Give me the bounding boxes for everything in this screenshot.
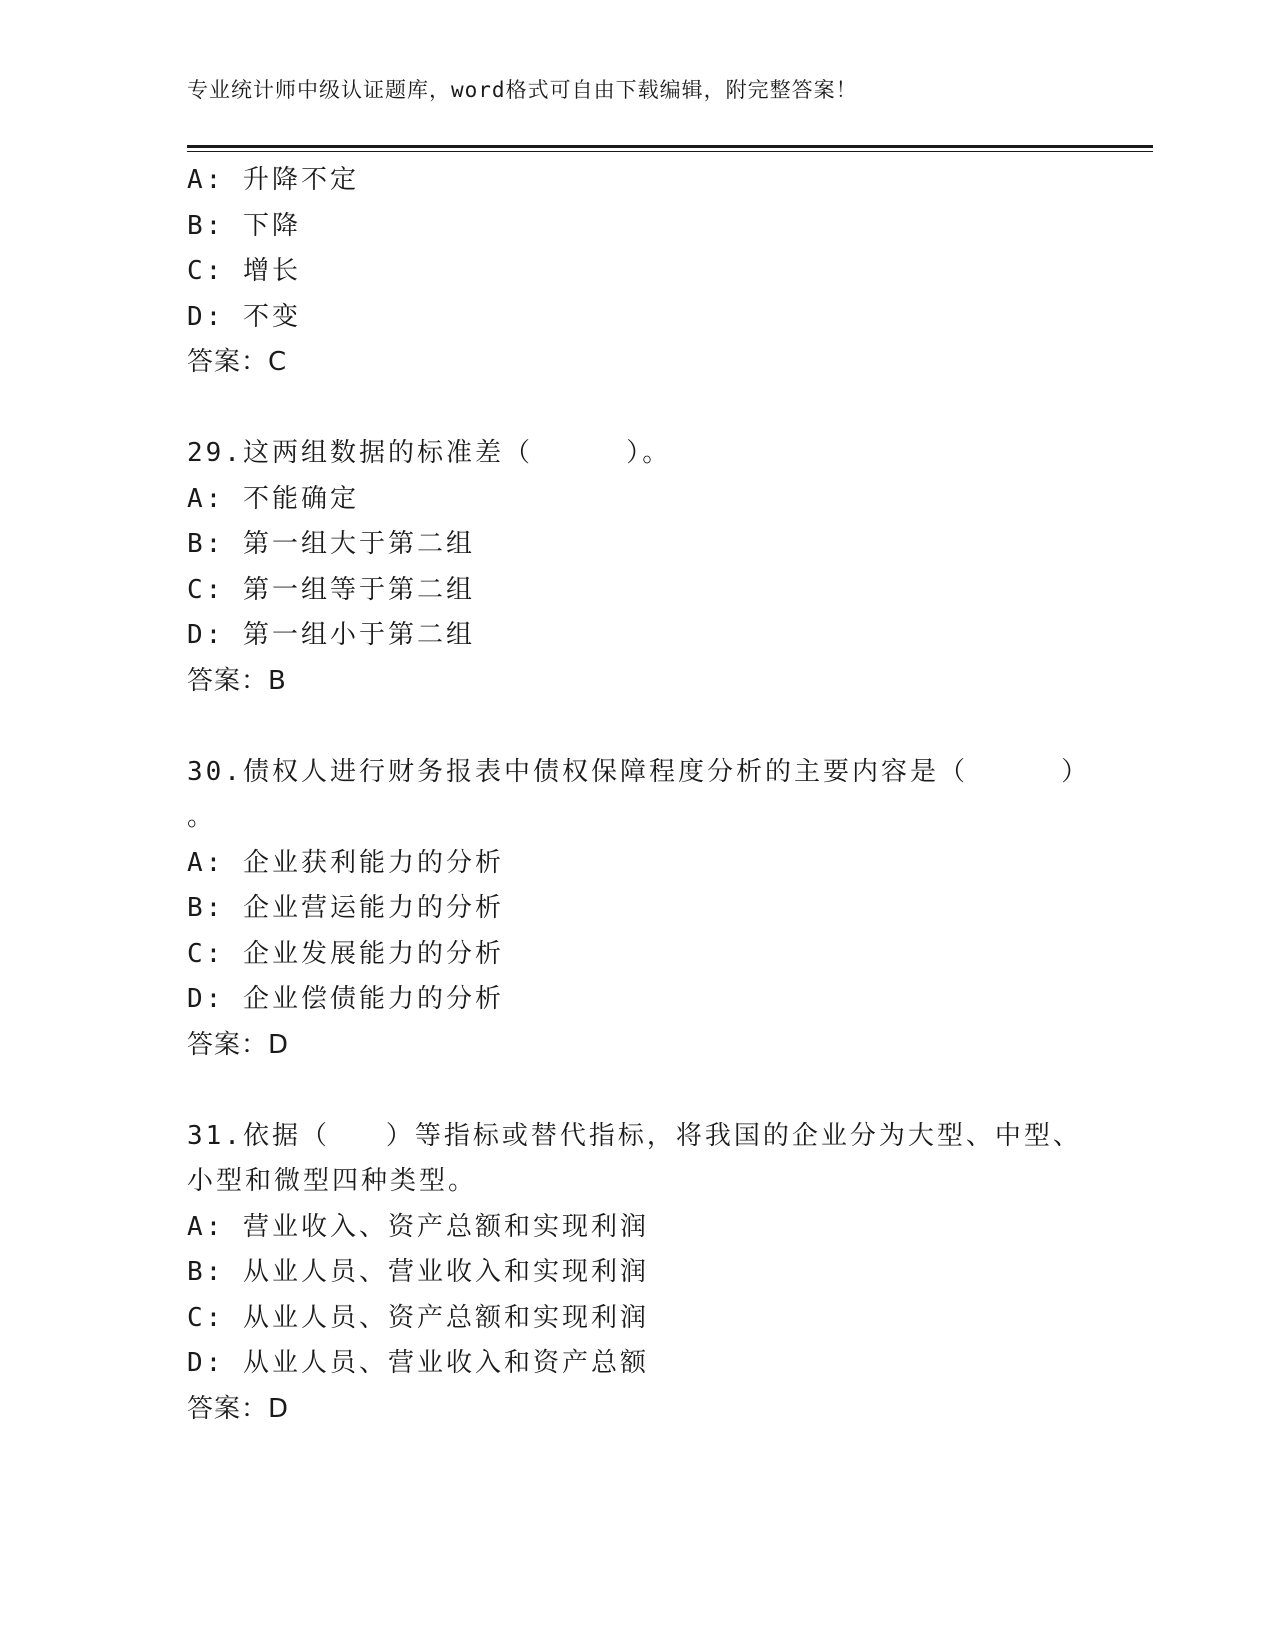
spacer [187,1068,1087,1114]
question-text-continued: 小型和微型四种类型。 [187,1166,478,1196]
option-b: B: 企业营运能力的分析 [187,893,504,923]
question-28-block [187,158,1087,386]
option-a: A: 升降不定 [187,165,359,195]
question-text: 30.债权人进行财务报表中债权保障程度分析的主要内容是（ ） [187,756,1091,787]
answer-line: 答案：C [187,347,288,377]
question-content [187,158,1091,1432]
answer-line: 答案：D [187,1393,290,1424]
option-d: D: 不变 [187,301,301,332]
header-rule-thick [187,145,1153,148]
option-b: B: 第一组大于第二组 [187,529,475,559]
spacer [187,386,1087,432]
question-29-block [187,431,1087,704]
option-c: C: 企业发展能力的分析 [187,938,504,969]
spacer [187,704,1087,750]
question-text: 31.依据（ ）等指标或替代指标，将我国的企业分为大型、中型、 [187,1120,1082,1151]
question-text: 29.这两组数据的标准差（ ）。 [187,438,672,468]
answer-line: 答案：D [187,1029,290,1060]
option-c: C: 增长 [187,256,301,286]
option-a: A: 营业收入、资产总额和实现利润 [187,1211,649,1242]
option-c: C: 从业人员、资产总额和实现利润 [187,1302,649,1333]
page-header: 专业统计师中级认证题库，word格式可自由下载编辑，附完整答案！ [187,78,858,102]
question-31-block [187,1114,1087,1433]
option-a: A: 企业获利能力的分析 [187,847,504,878]
option-a: A: 不能确定 [187,483,359,514]
answer-line: 答案：B [187,665,287,696]
option-d: D: 企业偿债能力的分析 [187,984,504,1014]
option-d: D: 从业人员、营业收入和资产总额 [187,1348,649,1378]
option-c: C: 第一组等于第二组 [187,574,475,605]
option-d: D: 第一组小于第二组 [187,620,475,650]
option-b: B: 下降 [187,210,301,241]
header-rule-thin [187,151,1153,152]
option-b: B: 从业人员、营业收入和实现利润 [187,1257,649,1287]
question-text-continued: 。 [187,802,217,832]
question-30-block [187,750,1091,1069]
